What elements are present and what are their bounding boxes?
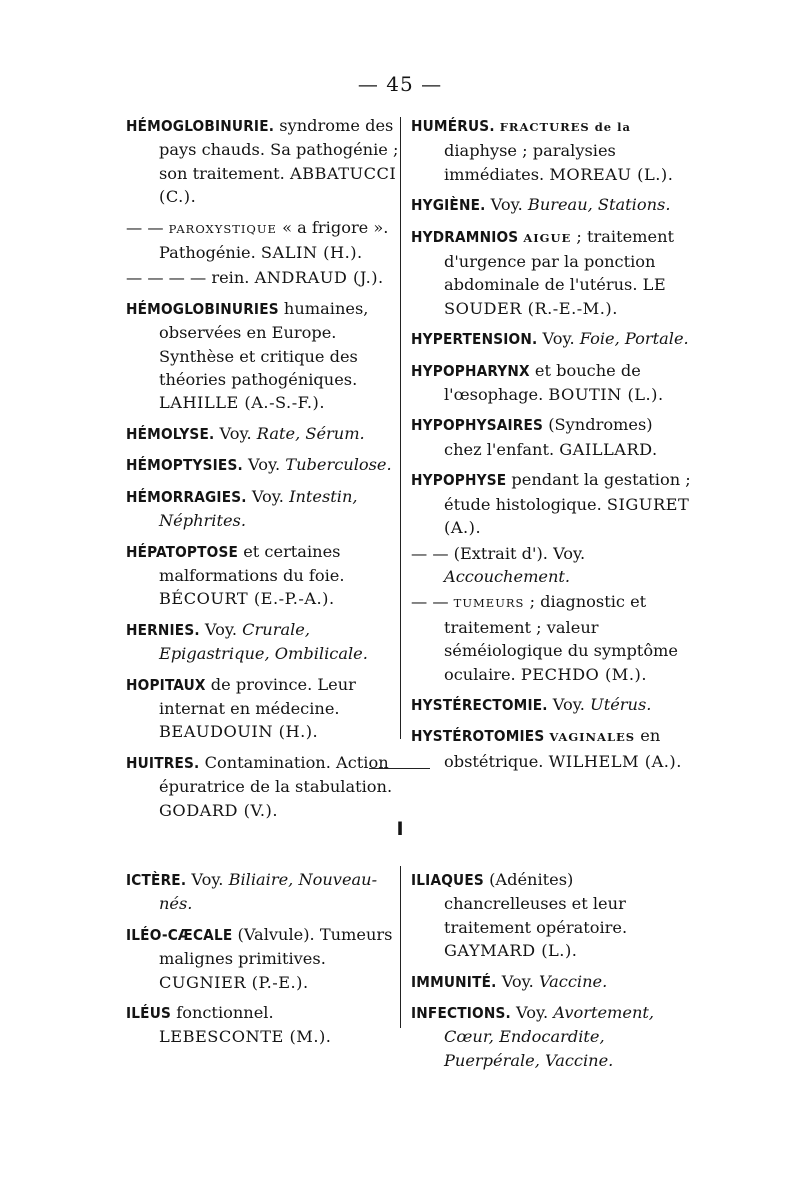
entry-headword: HYSTÉROTOMIES [411, 727, 545, 746]
entry-headword: HOPITAUX [126, 675, 206, 694]
entry-author: PECHDO (M.). [520, 664, 647, 684]
index-entry: HÉMORRAGIES. Voy. Intestin, Néphrites. [126, 486, 358, 531]
column-divider [400, 866, 401, 1028]
index-entry: HUMÉRUS. FRACTURES de la diaphyse ; paralysies immédiates. MOREAU (L.). [411, 117, 674, 184]
index-entry: HYSTÉROTOMIES VAGINALES en obstétrique. WILHELM (A.). [411, 726, 682, 771]
page-number: — 45 — [357, 72, 443, 96]
index-entry: ICTÈRE. Voy. Biliaire, Nouveau-nés. [126, 870, 378, 914]
index-entry: IMMUNITÉ. Voy. Vaccine. [411, 971, 608, 991]
index-entry: HÉMOLYSE. Voy. Rate, Sérum. [126, 423, 365, 443]
entry-headword: HÉMORRAGIES. [126, 487, 247, 506]
entry-author: ANDRAUD (J.). [254, 268, 384, 288]
entry-headword: INFECTIONS. [411, 1004, 511, 1023]
section-separator-rule [369, 768, 430, 769]
entry-author: GAILLARD. [559, 439, 658, 459]
index-subentry: — — (Extrait d'). Voy. Accouchement. [411, 543, 586, 586]
entry-headword: HYPERTENSION. [411, 330, 538, 349]
cross-reference: Rate, Sérum. [256, 423, 365, 443]
cross-reference: Biliaire, Nouveau-nés. [159, 870, 378, 914]
entry-headword: ILÉO-CÆCALE [126, 925, 233, 944]
entry-headword: HÉMOPTYSIES. [126, 456, 243, 475]
index-entry: ILIAQUES (Adénites) chancrelleuses et leur traitement opératoire. GAYMARD (L.). [411, 870, 628, 961]
cross-reference: Tuberculose. [285, 455, 392, 475]
index-entry: ILÉUS fonctionnel. LEBESCONTE (M.). [126, 1003, 332, 1047]
column-divider [400, 117, 401, 739]
entry-author: MOREAU (L.). [549, 164, 674, 184]
index-subentry: — — — — rein. ANDRAUD (J.). [126, 268, 384, 288]
entry-headword: HÉMOLYSE. [126, 424, 215, 443]
cross-reference: Accouchement. [444, 566, 571, 586]
entry-author: CUGNIER (P.-E.). [159, 972, 309, 992]
entry-headword: HYSTÉRECTOMIE. [411, 695, 548, 714]
index-entry: HOPITAUX de province. Leur internat en médecine. BEAUDOUIN (H.). [126, 674, 356, 742]
index-entry: HYPOPHYSAIRES (Syndromes) chez l'enfant. GAILLARD. [411, 415, 658, 459]
entry-headword: ILÉUS [126, 1004, 172, 1023]
index-entry: HÉMOPTYSIES. Voy. Tuberculose. [126, 455, 392, 475]
cross-reference: Foie, Portale. [579, 329, 689, 349]
index-entry: HÉPATOPTOSE et certaines malformations du foie. BÉCOURT (E.-P.-A.). [126, 541, 345, 609]
entry-headword: HYPOPHYSE [411, 471, 507, 490]
entry-headword: HUMÉRUS. [411, 117, 495, 135]
entry-author: SIGURET (A.). [444, 494, 690, 538]
h-left-column [126, 114, 401, 829]
entry-headword: HÉMOGLOBINURIE. [126, 117, 275, 135]
entry-author: LAHILLE (A.-S.-F.). [159, 393, 325, 413]
entry-headword: HUITRES. [126, 753, 200, 772]
entry-headword: HÉPATOPTOSE [126, 542, 239, 561]
entry-author: LEBESCONTE (M.). [159, 1027, 332, 1047]
entry-author: ABBATUCCI (C.). [159, 163, 397, 207]
index-subentry: — — PAROXYSTIQUE « a frigore ». Pathogénie. SALIN (H.). [126, 217, 389, 263]
entry-headword: HERNIES. [126, 620, 200, 639]
entry-headword: HÉMOGLOBINURIES [126, 299, 279, 318]
index-entry: INFECTIONS. Voy. Avortement, Cœur, Endocardite, Puerpérale, Vaccine. [411, 1003, 655, 1070]
entry-headword: HYGIÈNE. [411, 196, 486, 215]
entry-headword: ICTÈRE. [126, 871, 187, 889]
i-right-column [411, 868, 694, 1079]
entry-author: BÉCOURT (E.-P.-A.). [159, 589, 335, 609]
entry-headword: HYPOPHARYNX [411, 361, 530, 380]
entry-author: BOUTIN (L.). [548, 385, 664, 405]
section-letter: I [396, 818, 404, 840]
index-entry: HYSTÉRECTOMIE. Voy. Utérus. [411, 694, 652, 714]
cross-reference: Intestin, Néphrites. [159, 486, 358, 531]
index-entry: HYPOPHARYNX et bouche de l'œsophage. BOUTIN (L.). [411, 360, 664, 405]
cross-reference: Avortement, Cœur, Endocardite, Puerpérale, Vaccine. [444, 1003, 655, 1070]
i-left-column [126, 868, 401, 1056]
index-entry: HYPERTENSION. Voy. Foie, Portale. [411, 329, 689, 349]
entry-headword: ILIAQUES [411, 871, 484, 889]
entry-author: GAYMARD (L.). [444, 941, 578, 961]
entry-headword: HYDRAMNIOS [411, 227, 519, 246]
entry-author: BEAUDOUIN (H.). [159, 722, 319, 742]
entry-headword: IMMUNITÉ. [411, 972, 497, 991]
entry-author: SALIN (H.). [260, 243, 363, 263]
index-entry: HERNIES. Voy. Crurale, Epigastrique, Ombilicale. [126, 619, 368, 664]
cross-reference: Utérus. [590, 694, 652, 714]
entry-author: GODARD (V.). [159, 800, 278, 820]
entry-headword: HYPOPHYSAIRES [411, 416, 544, 435]
index-entry: HÉMOGLOBINURIE. syndrome des pays chauds. Sa pathogénie ; son traitement. ABBATUCCI (C.). [126, 116, 399, 207]
h-right-column [411, 114, 694, 780]
index-entry: ILÉO-CÆCALE (Valvule). Tumeurs malignes primitives. CUGNIER (P.-E.). [126, 924, 393, 992]
index-entry: HÉMOGLOBINURIES humaines, observées en Europe. Synthèse et critique des théories pathogéniques. LAHILLE (A.-S.-F.). [126, 298, 369, 413]
index-entry: HUITRES. Contamination. Action épuratrice de la stabulation. GODARD (V.). [126, 752, 393, 820]
cross-reference: Vaccine. [538, 971, 608, 991]
index-entry: HYPOPHYSE pendant la gestation ; étude histologique. SIGURET (A.). [411, 470, 691, 538]
index-entry: HYDRAMNIOS AIGUE ; traitement d'urgence par la ponction abdominale de l'utérus. LE SOUDER (R.-E.-M.). [411, 226, 675, 318]
entry-author: LE SOUDER (R.-E.-M.). [444, 275, 667, 318]
cross-reference: Bureau, Stations. [527, 195, 671, 215]
index-subentry: — — TUMEURS ; diagnostic et traitement ; valeur séméiologique du symptôme oculaire. PECHDO (M.). [411, 592, 678, 684]
cross-reference: Crurale, Epigastrique, Ombilicale. [159, 619, 368, 664]
entry-author: WILHELM (A.). [548, 751, 682, 771]
index-entry: HYGIÈNE. Voy. Bureau, Stations. [411, 195, 671, 215]
